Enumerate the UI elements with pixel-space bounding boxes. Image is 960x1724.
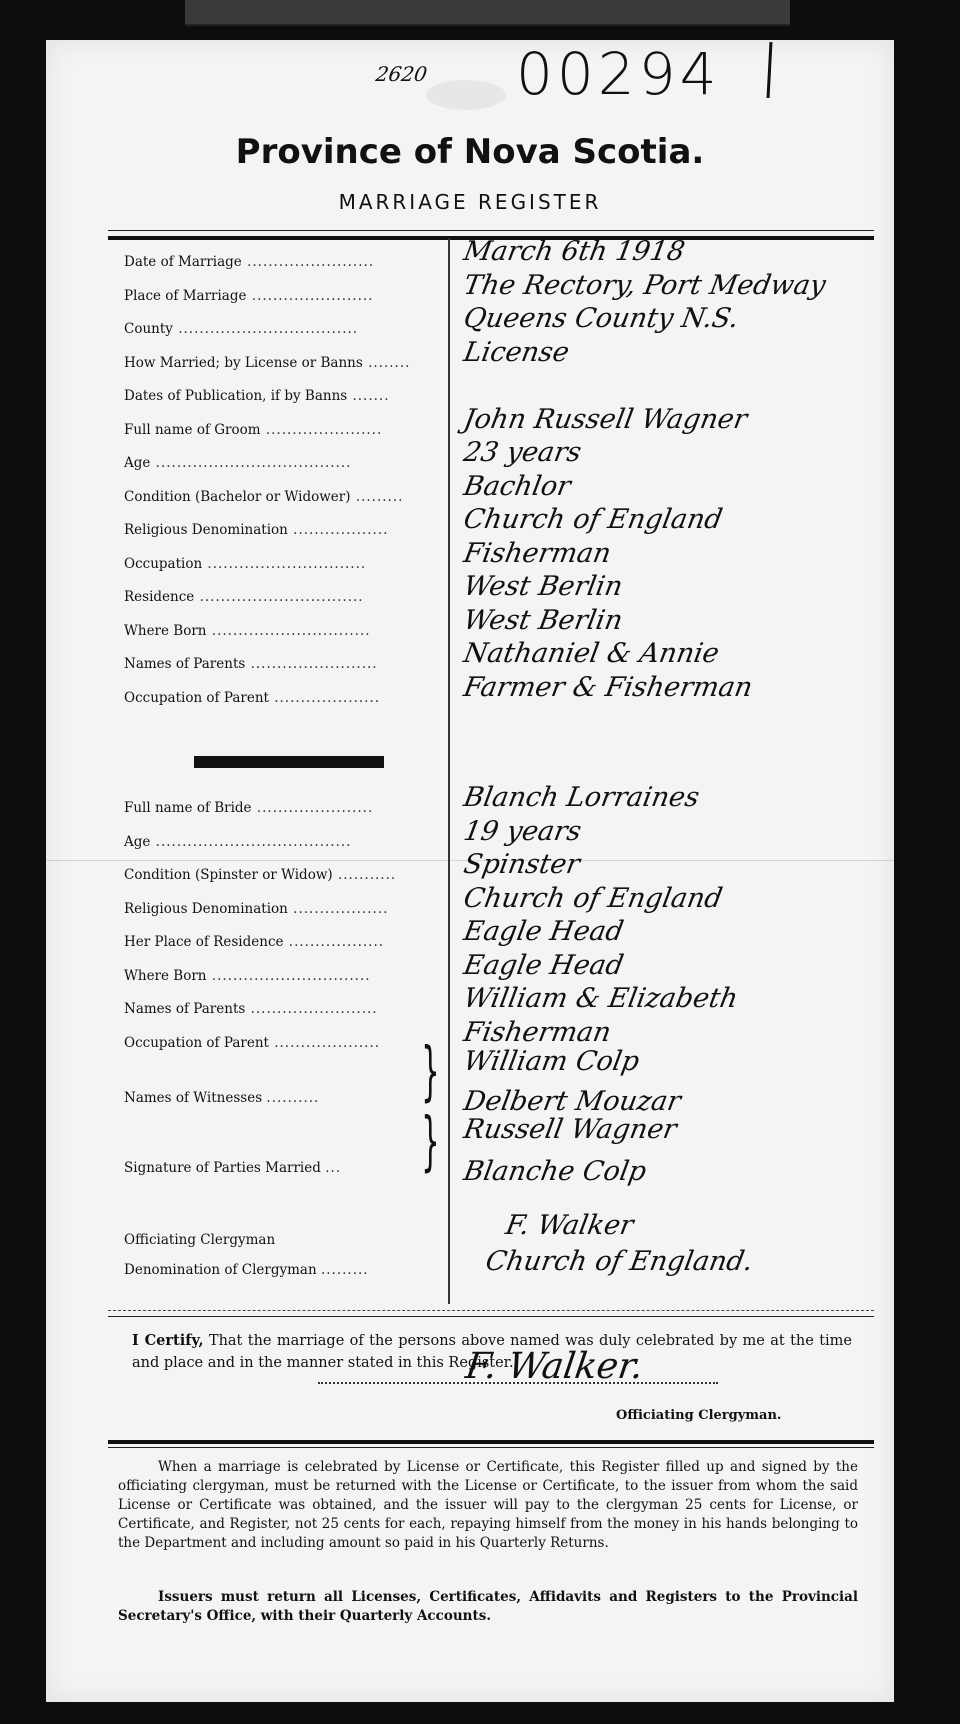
groom-field-value-6: 23 years [461, 437, 584, 468]
groom-field-label-9: Occupation .............................. [124, 555, 367, 572]
issuers-paragraph: Issuers must return all Licenses, Certificates, Affidavits and Registers to the Provincial Secretary's Office, with their Quarterly Accounts. [118, 1589, 858, 1624]
bride-field-label-text: Full name of Bride [124, 800, 252, 816]
groom-field-label-text: Condition (Bachelor or Widower) [124, 488, 351, 505]
groom-field-value-13: Farmer & Fisherman [461, 671, 755, 703]
page-title: Province of Nova Scotia. [235, 132, 705, 172]
certify-text: That the marriage of the persons above named was duly celebrated by me at the time and place and in the manner stated in this Register. [132, 1333, 852, 1371]
party-groom-signature: Russell Wagner [461, 1114, 680, 1145]
column-divider [448, 238, 450, 1304]
groom-field-label-5: Full name of Groom ...................... [124, 421, 383, 438]
signature-caption: Officiating Clergyman. [616, 1408, 782, 1423]
parties-brace: } [421, 1105, 440, 1179]
groom-field-label-text: Occupation [124, 555, 203, 572]
bride-field-value-3: Church of England [461, 882, 725, 914]
bride-field-label-4: Her Place of Residence .................. [124, 934, 385, 950]
groom-field-label-text: Place of Marriage [124, 287, 247, 304]
groom-field-value-5: John Russell Wagner [461, 403, 750, 435]
party-bride-signature: Blanche Colp [461, 1156, 649, 1187]
bride-field-label-3: Religious Denomination .................. [124, 900, 389, 917]
bride-field-value-0: Blanch Lorraines [461, 782, 702, 813]
bride-field-value-6: William & Elizabeth [461, 983, 741, 1014]
bride-field-label-2: Condition (Spinster or Widow) ........... [124, 867, 397, 883]
clergy-denomination-label: Denomination of Clergyman ......... [124, 1262, 369, 1278]
groom-field-value-7: Bachlor [461, 470, 573, 502]
groom-field-label-4: Dates of Publication, if by Banns ....... [124, 388, 390, 404]
bride-field-label-6: Names of Parents ........................ [124, 1001, 378, 1017]
clergyman-signature: F. Walker. [463, 1346, 646, 1387]
bride-field-label-5: Where Born .............................. [124, 967, 371, 984]
groom-field-value-10: West Berlin [461, 571, 625, 602]
groom-field-label-2: County .................................. [124, 321, 359, 337]
certify-rule-dotted [108, 1310, 874, 1312]
groom-field-label-text: County [124, 321, 173, 337]
bride-field-value-1: 19 years [461, 815, 584, 847]
bride-field-value-2: Spinster [461, 849, 583, 880]
groom-field-label-text: Full name of Groom [124, 421, 261, 438]
groom-field-label-1: Place of Marriage ....................... [124, 287, 374, 304]
bride-field-value-5: Eagle Head [461, 949, 626, 981]
signature-line [318, 1382, 718, 1384]
groom-field-label-text: Date of Marriage [124, 254, 242, 270]
clergy-denomination-value: Church of England. [483, 1246, 756, 1277]
groom-field-value-2: Queens County N.S. [461, 303, 742, 334]
bride-field-value-7: Fisherman [461, 1016, 614, 1048]
bride-field-label-text: Names of Parents [124, 1001, 246, 1017]
marriage-register-form [46, 40, 894, 1702]
groom-field-label-text: Occupation of Parent [124, 689, 269, 706]
certify-lead: I Certify, [132, 1332, 204, 1349]
bride-field-label-7: Occupation of Parent .................... [124, 1034, 381, 1051]
bride-field-label-1: Age ..................................... [124, 833, 352, 850]
groom-field-label-0: Date of Marriage ........................ [124, 254, 375, 270]
groom-field-label-10: Residence ............................... [124, 589, 364, 605]
registration-number: 00294 [516, 40, 721, 108]
groom-field-label-11: Where Born .............................. [124, 622, 371, 639]
groom-field-value-9: Fisherman [461, 537, 614, 569]
officiating-clergyman-value: F. Walker [503, 1210, 636, 1241]
page-subtitle: MARRIAGE REGISTER [338, 190, 602, 214]
bride-field-label-text: Her Place of Residence [124, 934, 284, 950]
bride-field-label-0: Full name of Bride ...................... [124, 800, 374, 816]
groom-field-label-3: How Married; by License or Banns ........ [124, 354, 411, 371]
groom-field-value-12: Nathaniel & Annie [461, 638, 722, 669]
groom-field-label-7: Condition (Bachelor or Widower) ......... [124, 488, 404, 505]
groom-field-label-text: Where Born [124, 622, 207, 639]
registration-stroke [767, 42, 773, 98]
parties-label: Signature of Parties Married ... [124, 1160, 342, 1176]
groom-field-label-text: Names of Parents [124, 656, 246, 672]
groom-field-label-text: Age [124, 455, 151, 471]
bride-field-label-text: Where Born [124, 967, 207, 984]
witnesses-label: Names of Witnesses .......... [124, 1090, 320, 1106]
header-rule-thin [108, 230, 874, 231]
notes-rule-thin [108, 1447, 874, 1448]
groom-field-value-0: March 6th 1918 [461, 236, 688, 267]
groom-field-value-11: West Berlin [461, 604, 625, 636]
paper-stain [426, 80, 506, 110]
bride-field-value-4: Eagle Head [461, 916, 626, 947]
witness-2: Delbert Mouzar [461, 1086, 684, 1117]
groom-field-label-8: Religious Denomination .................. [124, 522, 389, 538]
groom-field-value-8: Church of England [461, 504, 725, 535]
groom-field-label-text: Religious Denomination [124, 522, 288, 538]
groom-field-value-1: The Rectory, Port Medway [461, 269, 829, 301]
groom-field-label-6: Age ..................................... [124, 455, 352, 471]
instructions-paragraph: When a marriage is celebrated by License or Certificate, this Register filled up and signed by the officiating clergyman, must be returned with the License or Certificate, to the issuer from whom the said License or Certificate was obtained, and the issuer will pay to the clergyman 25 cents for License, or Certificate, and Register, not 25 cents for each, repaying himself from the money in his hands belonging to the Department and including amount so paid in his Quarterly Returns. [118, 1459, 858, 1551]
section-divider-bar [194, 756, 384, 768]
groom-field-label-13: Occupation of Parent .................... [124, 689, 381, 706]
scanner-edge [185, 0, 790, 26]
officiating-clergyman-label: Officiating Clergyman [124, 1232, 276, 1248]
witness-1: William Colp [461, 1046, 642, 1077]
certify-rule [108, 1316, 874, 1317]
groom-field-label-12: Names of Parents ........................ [124, 656, 378, 672]
groom-field-label-text: Dates of Publication, if by Banns [124, 388, 348, 404]
notes-rule-thick [108, 1440, 874, 1444]
groom-field-label-text: How Married; by License or Banns [124, 354, 363, 371]
groom-field-label-text: Residence [124, 589, 195, 605]
bride-field-label-text: Religious Denomination [124, 900, 288, 917]
groom-field-value-3: License [461, 336, 572, 368]
bride-field-label-text: Occupation of Parent [124, 1034, 269, 1051]
bride-field-label-text: Age [124, 833, 151, 850]
bride-field-label-text: Condition (Spinster or Widow) [124, 867, 333, 883]
witnesses-brace: } [421, 1035, 440, 1109]
registration-small-number: 2620 [374, 62, 429, 86]
